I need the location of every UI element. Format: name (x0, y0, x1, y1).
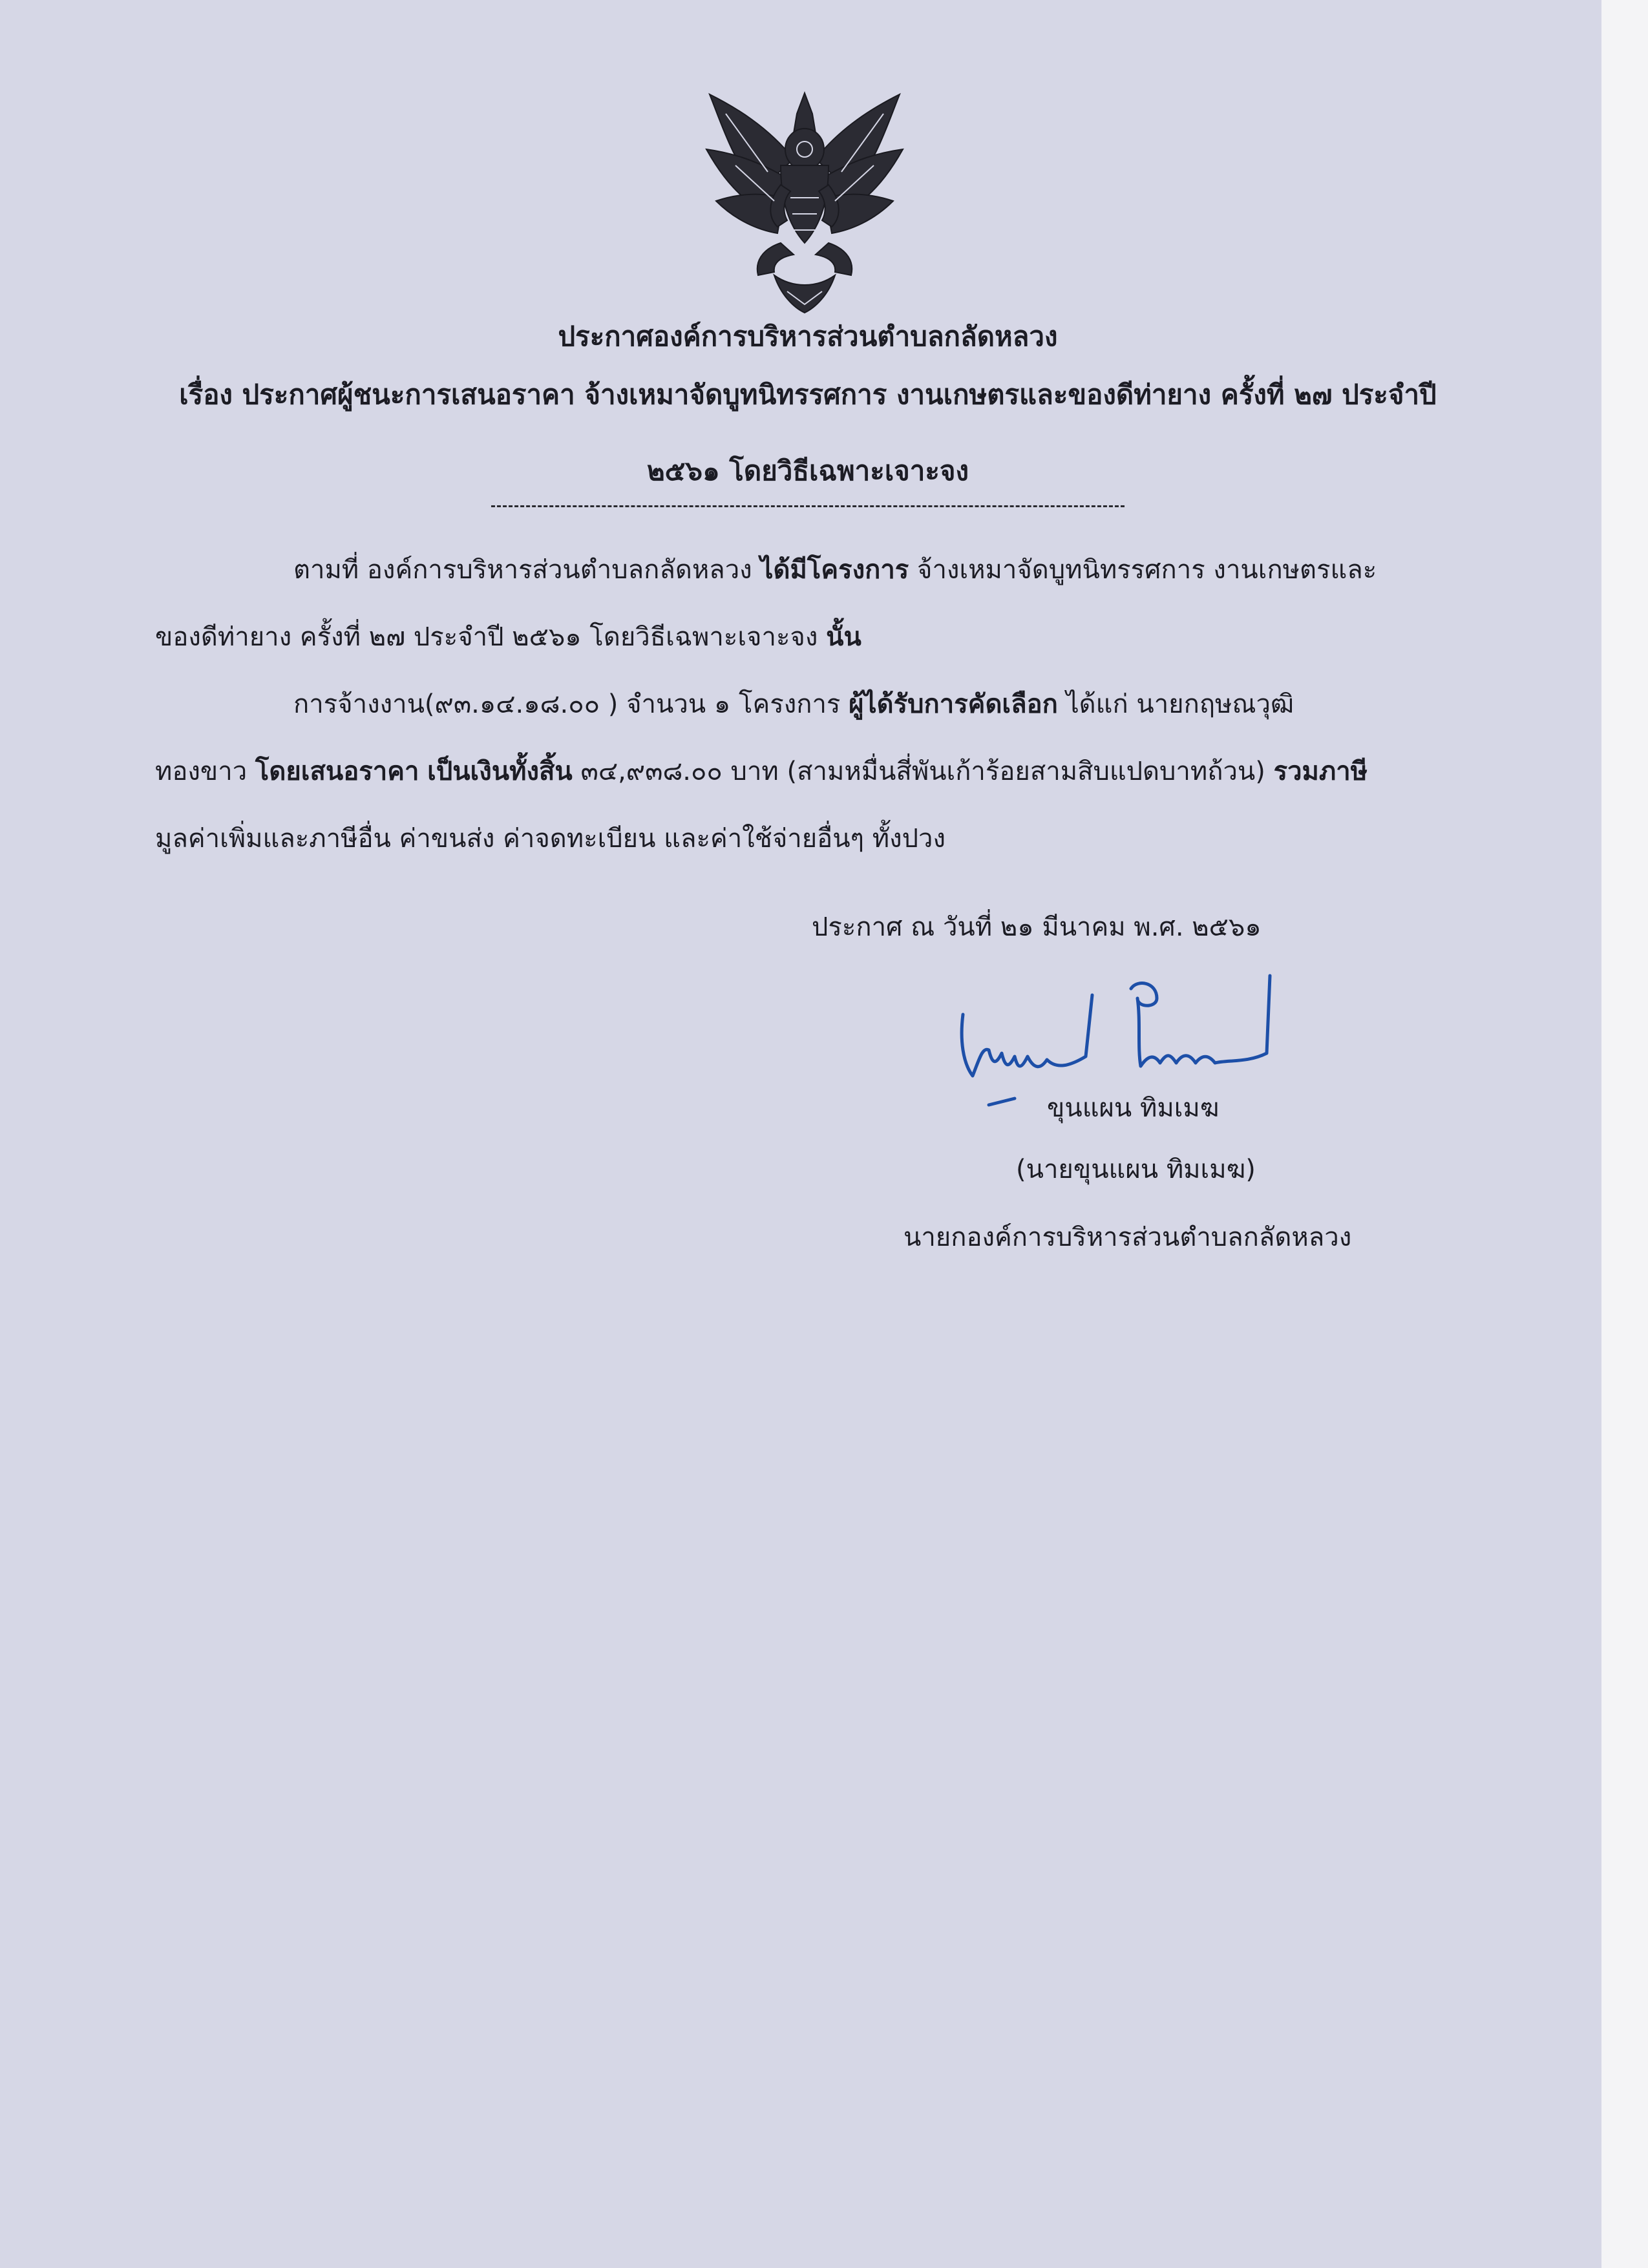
p2-line2-bold1: โดยเสนอราคา (255, 757, 419, 786)
subject-line-1: เรื่อง ประกาศผู้ชนะการเสนอราคา จ้างเหมาจัดบูทนิทรรศการ งานเกษตรและของดีท่ายาง ครั้งที่ ๒๗ ประจำปี (179, 379, 1437, 410)
p2-line2-a: ทองขาว (155, 757, 248, 786)
subject-line-2: ๒๕๖๑ โดยวิธีเฉพาะเจาะจง (646, 455, 969, 487)
organization-title: ประกาศองค์การบริหารส่วนตำบลกลัดหลวง (558, 320, 1058, 352)
p2-line2-b: ๓๔,๙๓๘.๐๐ บาท (สามหมื่นสี่พันเก้าร้อยสามสิบแปดบาทถ้วน) (580, 757, 1265, 786)
garuda-emblem-icon (697, 88, 913, 315)
signer-position: นายกองค์การบริหารส่วนตำบลกลัดหลวง (903, 1223, 1352, 1252)
document-header (129, 317, 1486, 509)
scanner-edge (1601, 0, 1648, 2268)
signer-name: ขุนแผน ทิมเมฆ (1047, 1093, 1220, 1123)
p1-line2: ของดีท่ายาง ครั้งที่ ๒๗ ประจำปี ๒๕๖๑ โดยวิธีเฉพาะเจาะจง (155, 622, 818, 652)
p1-rest: จ้างเหมาจัดบูทนิทรรศการ งานเกษตรและ (917, 555, 1377, 585)
p1-end: นั้น (826, 622, 861, 652)
p2-line3: มูลค่าเพิ่มและภาษีอื่น ค่าขนส่ง ค่าจดทะเบียน และค่าใช้จ่ายอื่นๆ ทั้งปวง (155, 824, 946, 854)
paragraph-announcement (155, 536, 1448, 671)
p2-lead: การจ้างงาน(๙๓.๑๔.๑๘.๐๐ ) จำนวน ๑ โครงการ (293, 689, 841, 719)
subject-heading (129, 357, 1486, 509)
p1-lead: ตามที่ องค์การบริหารส่วนตำบลกลัดหลวง (293, 555, 752, 585)
p2-line2-bold3: รวมภาษี (1273, 757, 1368, 786)
signer-full-name: (นายขุนแผน ทิมเมฆ) (1016, 1155, 1256, 1184)
p2-rest: ได้แก่ นายกฤษณวุฒิ (1066, 689, 1294, 719)
p2-line2-bold2: เป็นเงินทั้งสิ้น (427, 757, 573, 786)
paragraph-winner (155, 671, 1448, 872)
p1-bold: ได้มีโครงการ (760, 555, 909, 585)
p2-bold: ผู้ได้รับการคัดเลือก (849, 689, 1058, 719)
announcement-date: ประกาศ ณ วันที่ ๒๑ มีนาคม พ.ศ. ๒๕๖๑ (812, 912, 1262, 942)
divider (491, 505, 1125, 507)
